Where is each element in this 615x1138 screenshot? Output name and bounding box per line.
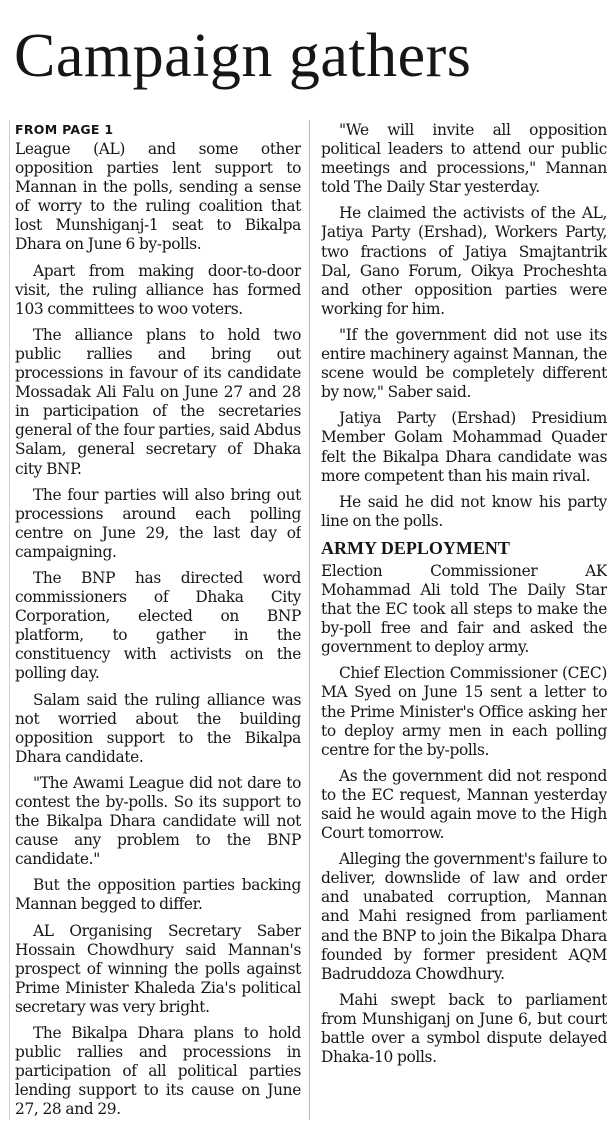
left-column: [15, 121, 301, 1133]
headline: Campaign gathers: [14, 22, 472, 90]
paragraph: AL Organising Secretary Saber Hossain Chowdhury said Mannan's prospect of winning the polls against Prime Minister Khaleda Zia's political secretary was very bright.: [15, 921, 301, 1016]
paragraph: The Bikalpa Dhara plans to hold public rallies and processions in participation of all political parties lending support to its cause on June 27, 28 and 29.: [15, 1024, 301, 1119]
left-edge-rule: [9, 120, 10, 1120]
subheading: ARMY DEPLOYMENT: [321, 537, 510, 558]
paragraph: League (AL) and some other opposition parties lent support to Mannan in the polls, sending a sense of worry to the ruling coalition that lost Munshiganj-1 seat to Bikalpa Dhara on June 6 by-polls.: [15, 140, 301, 254]
right-column: [321, 121, 607, 1133]
dateline: FROM PAGE 1: [15, 122, 114, 137]
paragraph: Alleging the government's failure to deliver, downslide of law and order and unabated corruption, Mannan and Mahi resigned from parliament and the BNP to join the Bikalpa Dhara founded by former president AQM Badruddoza Chowdhury.: [321, 850, 607, 983]
paragraph: The BNP has directed word commissioners of Dhaka City Corporation, elected on BNP platform, to gather in the constituency with activists on the polling day.: [15, 568, 301, 683]
paragraph: The four parties will also bring out processions around each polling centre on June 29, the last day of campaigning.: [15, 485, 301, 561]
paragraph: Mahi swept back to parliament from Munshiganj on June 6, but court battle over a symbol dispute delayed Dhaka-10 polls.: [321, 990, 607, 1067]
paragraph: "The Awami League did not dare to contest the by-polls. So its support to the Bikalpa Dhara candidate will not cause any problem to the BNP candidate.": [15, 773, 301, 869]
paragraph: As the government did not respond to the EC request, Mannan yesterday said he would again move to the High Court tomorrow.: [321, 766, 607, 843]
paragraph: The alliance plans to hold two public rallies and bring out processions in favour of its candidate Mossadak Ali Falu on June 27 and 28 in participation of the secretaries general of the four parties, said Abdus Salam, general secretary of Dhaka city BNP.: [15, 325, 301, 478]
paragraph: But the opposition parties backing Mannan begged to differ.: [15, 876, 301, 914]
paragraph: "If the government did not use its entire machinery against Mannan, the scene would be completely different by now," Saber said.: [321, 325, 607, 402]
paragraph: Apart from making door-to-door visit, the ruling alliance has formed 103 committees to woo voters.: [15, 261, 301, 318]
paragraph: "We will invite all opposition political leaders to attend our public meetings and processions," Mannan told The Daily Star yesterday.: [321, 121, 607, 197]
paragraph: Election Commissioner AK Mohammad Ali told The Daily Star that the EC took all steps to make the by-poll free and fair and asked the government to deploy army.: [321, 561, 607, 657]
paragraph: Chief Election Commissioner (CEC) MA Syed on June 15 sent a letter to the Prime Minister's Office asking her to deploy army men in each polling centre for the by-polls.: [321, 664, 607, 759]
paragraph: Salam said the ruling alliance was not worried about the building opposition support to the Bikalpa Dhara candidate.: [15, 690, 301, 766]
paragraph: Jatiya Party (Ershad) Presidium Member Golam Mohammad Quader felt the Bikalpa Dhara candidate was more competent than his main rival.: [321, 409, 607, 485]
paragraph: He claimed the activists of the AL, Jatiya Party (Ershad), Workers Party, two fractions of Jatiya Smajtantrik Dal, Gano Forum, Oikya Procheshta and other opposition parties were working for him.: [321, 204, 607, 318]
column-divider: [309, 120, 310, 1120]
paragraph: He said he did not know his party line on the polls.: [321, 492, 607, 530]
